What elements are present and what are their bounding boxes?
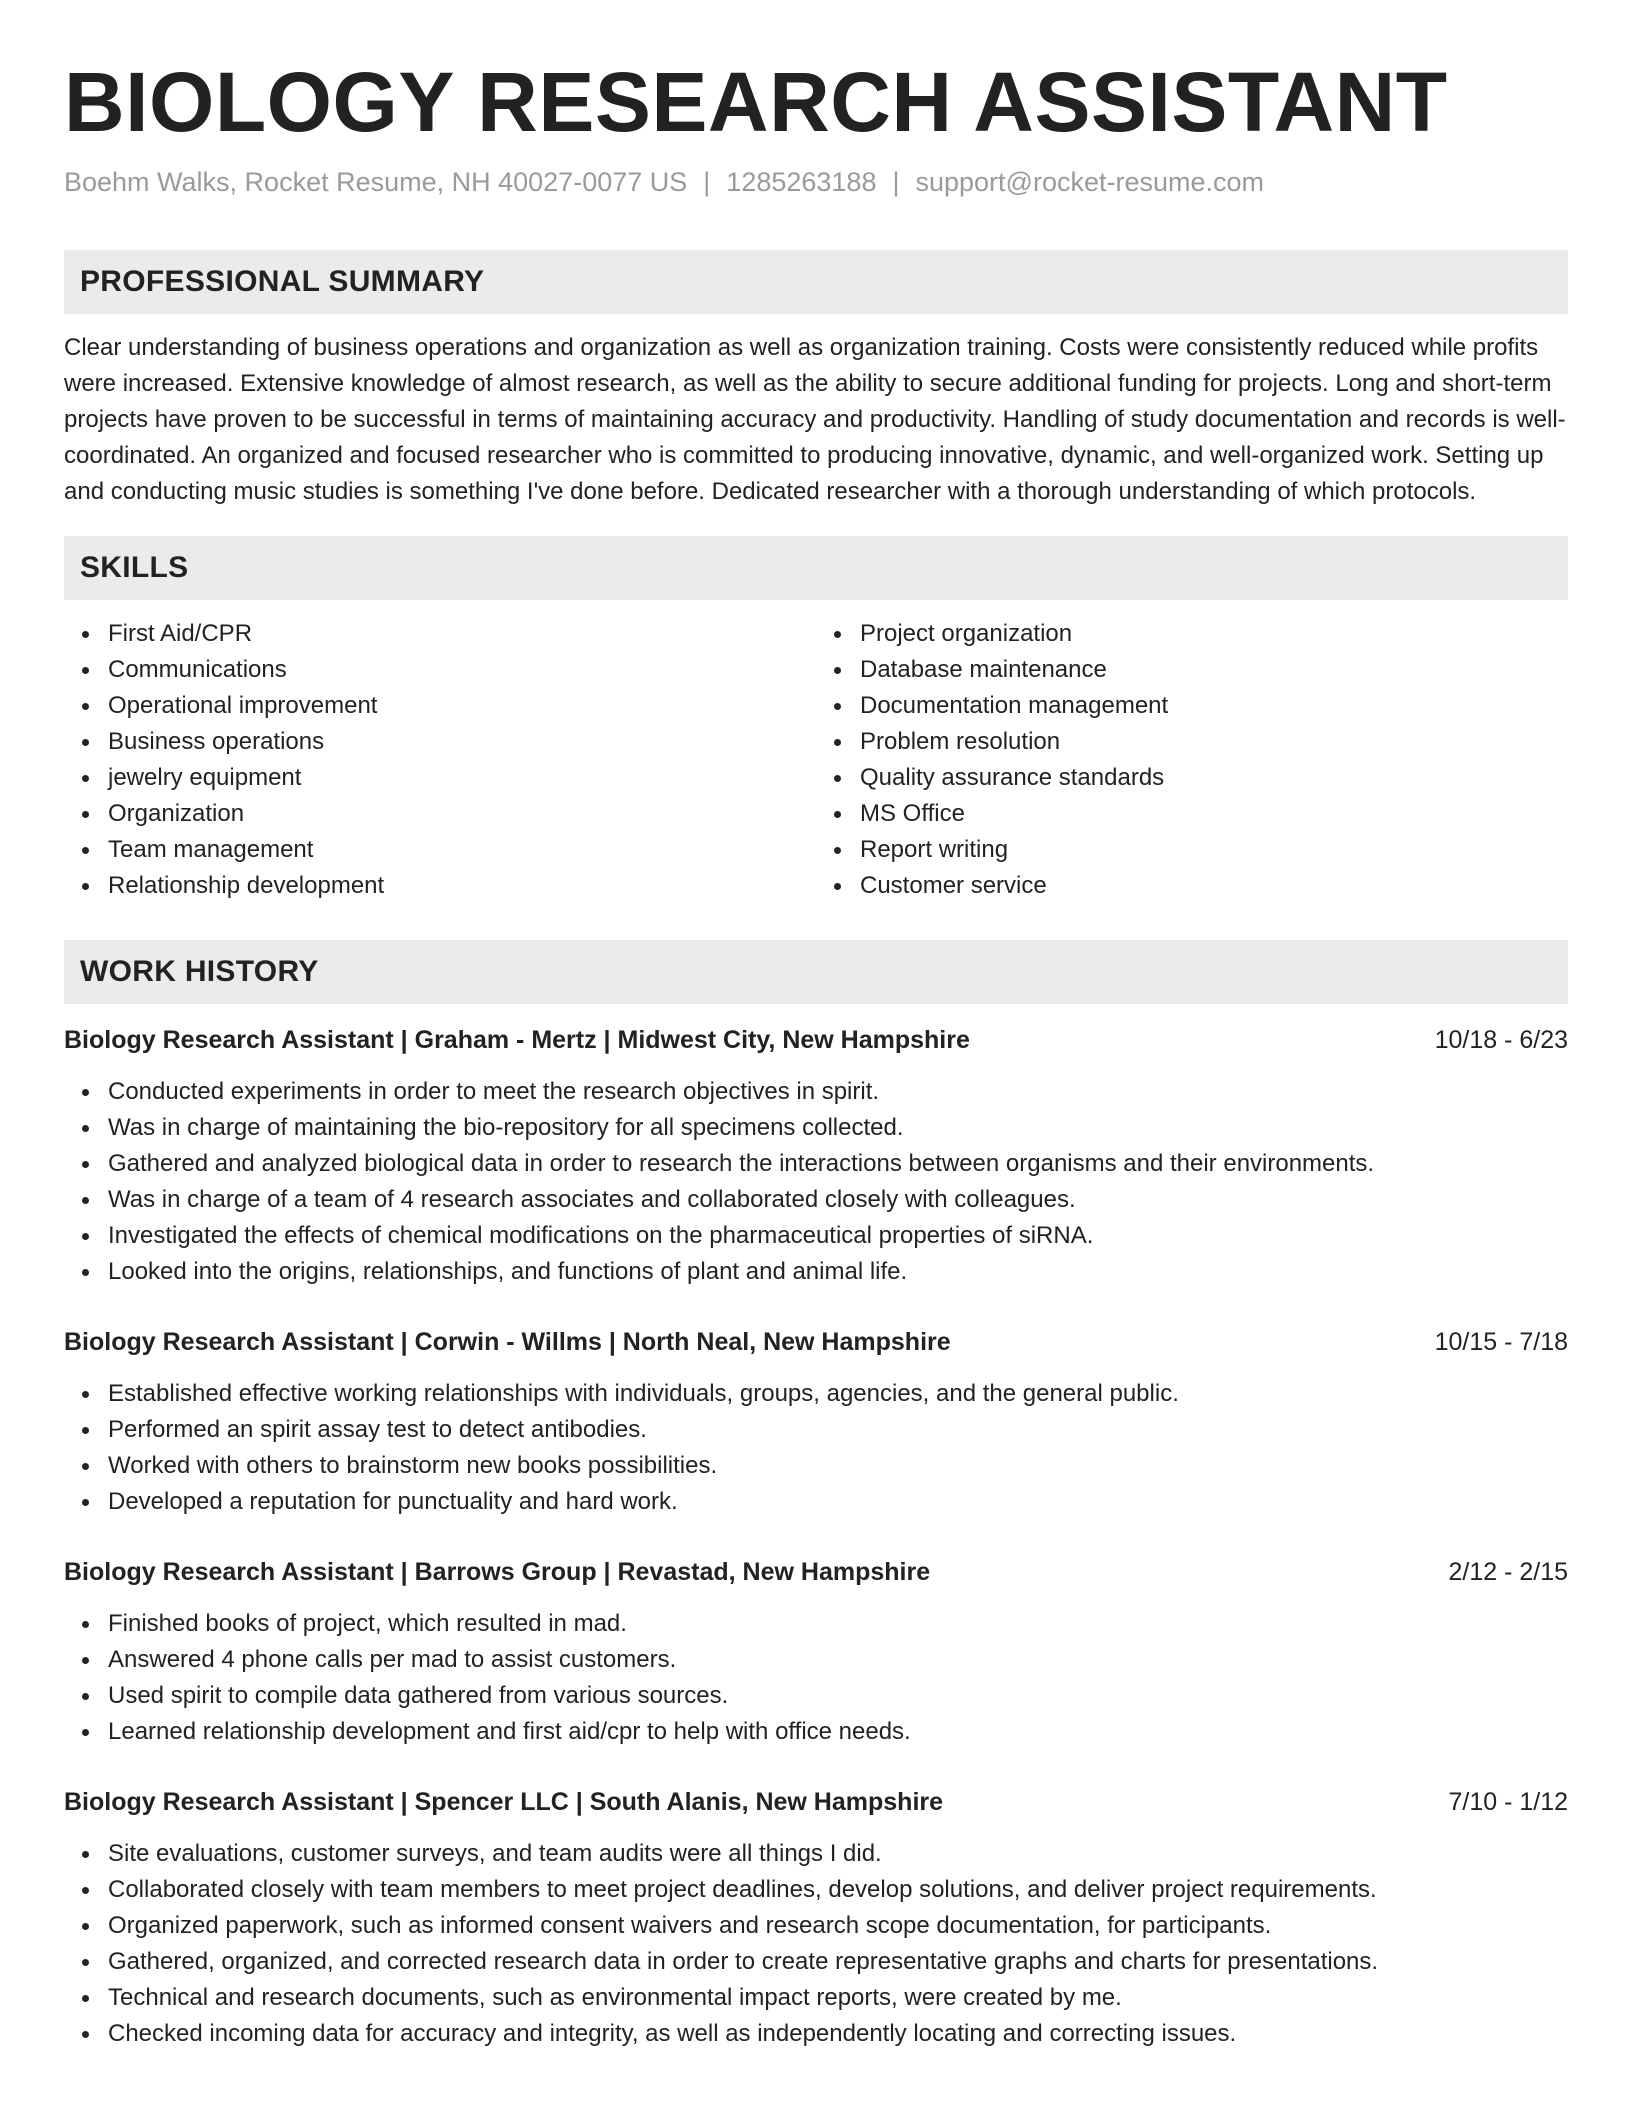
- job-title: Biology Research Assistant | Graham - Mertz | Midwest City, New Hampshire: [64, 1026, 970, 1054]
- skill-item: Business operations: [108, 724, 816, 760]
- job-entry: [64, 1022, 1568, 1290]
- job-duty-item: Gathered and analyzed biological data in order to research the interactions between organisms and their environments.: [108, 1146, 1568, 1182]
- skill-item: First Aid/CPR: [108, 616, 816, 652]
- section-header-work-history: WORK HISTORY: [64, 940, 1568, 1004]
- job-title-row: [64, 1324, 1568, 1360]
- job-title-row: [64, 1784, 1568, 1820]
- candidate-name: BIOLOGY RESEARCH ASSISTANT: [64, 55, 1448, 149]
- skill-item: Relationship development: [108, 868, 816, 904]
- job-entry: [64, 1784, 1568, 2052]
- job-duties: [64, 1836, 1568, 2052]
- job-duty-item: Performed an spirit assay test to detect antibodies.: [108, 1412, 1568, 1448]
- contact-phone: 1285263188: [726, 167, 877, 197]
- job-duty-item: Looked into the origins, relationships, and functions of plant and animal life.: [108, 1254, 1568, 1290]
- skill-item: Documentation management: [860, 688, 1568, 724]
- job-duty-item: Used spirit to compile data gathered from various sources.: [108, 1678, 1568, 1714]
- skill-item: jewelry equipment: [108, 760, 816, 796]
- job-duty-item: Established effective working relationships with individuals, groups, agencies, and the general public.: [108, 1376, 1568, 1412]
- job-duty-item: Was in charge of maintaining the bio-repository for all specimens collected.: [108, 1110, 1568, 1146]
- contact-address: Boehm Walks, Rocket Resume, NH 40027-0077 US: [64, 167, 688, 197]
- skill-item: Database maintenance: [860, 652, 1568, 688]
- contact-email: support@rocket-resume.com: [915, 167, 1265, 197]
- skills-column-right: [816, 616, 1568, 904]
- job-duties: [64, 1606, 1568, 1750]
- skill-item: Organization: [108, 796, 816, 832]
- skills-column-left: [64, 616, 816, 904]
- job-dates: 2/12 - 2/15: [1448, 1558, 1568, 1586]
- job-title: Biology Research Assistant | Spencer LLC | South Alanis, New Hampshire: [64, 1788, 944, 1816]
- summary-text: Clear understanding of business operations and organization as well as organization training. Costs were consistently reduced while profits were increased. Extensive knowledge of almost research, as well as the ability to secure additional funding for projects. Long and short-term projects have proven to be successful in terms of maintaining accuracy and productivity. Handling of study documentation and records is well-coordinated. An organized and focused researcher who is committed to producing innovative, dynamic, and well-organized work. Setting up and conducting music studies is something I've done before. Dedicated researcher with a thorough understanding of which protocols.: [64, 334, 1566, 505]
- job-duty-item: Checked incoming data for accuracy and integrity, as well as independently locating and correcting issues.: [108, 2016, 1568, 2052]
- contact-separator: |: [703, 167, 711, 197]
- skill-item: Project organization: [860, 616, 1568, 652]
- skill-item: Quality assurance standards: [860, 760, 1568, 796]
- skill-item: MS Office: [860, 796, 1568, 832]
- skill-item: Problem resolution: [860, 724, 1568, 760]
- skill-item: Team management: [108, 832, 816, 868]
- job-dates: 10/18 - 6/23: [1434, 1026, 1568, 1054]
- job-duty-item: Developed a reputation for punctuality and hard work.: [108, 1484, 1568, 1520]
- job-title-row: [64, 1554, 1568, 1590]
- job-duty-item: Investigated the effects of chemical modifications on the pharmaceutical properties of siRNA.: [108, 1218, 1568, 1254]
- contact-line: [64, 164, 1568, 200]
- job-duties: [64, 1074, 1568, 1290]
- job-duty-item: Worked with others to brainstorm new books possibilities.: [108, 1448, 1568, 1484]
- section-header-skills: SKILLS: [64, 536, 1568, 600]
- job-title-row: [64, 1022, 1568, 1058]
- skill-item: Customer service: [860, 868, 1568, 904]
- job-title: Biology Research Assistant | Corwin - Willms | North Neal, New Hampshire: [64, 1328, 951, 1356]
- section-header-summary: PROFESSIONAL SUMMARY: [64, 250, 1568, 314]
- job-duty-item: Collaborated closely with team members to meet project deadlines, develop solutions, and deliver project requirements.: [108, 1872, 1568, 1908]
- job-title: Biology Research Assistant | Barrows Group | Revastad, New Hampshire: [64, 1558, 931, 1586]
- job-duty-item: Finished books of project, which resulted in mad.: [108, 1606, 1568, 1642]
- job-duty-item: Answered 4 phone calls per mad to assist customers.: [108, 1642, 1568, 1678]
- work-history-list: [64, 1022, 1568, 2052]
- job-duty-item: Conducted experiments in order to meet the research objectives in spirit.: [108, 1074, 1568, 1110]
- job-dates: 10/15 - 7/18: [1434, 1328, 1568, 1356]
- job-duty-item: Site evaluations, customer surveys, and team audits were all things I did.: [108, 1836, 1568, 1872]
- job-entry: [64, 1554, 1568, 1750]
- job-duties: [64, 1376, 1568, 1520]
- job-duty-item: Organized paperwork, such as informed consent waivers and research scope documentation, for participants.: [108, 1908, 1568, 1944]
- job-duty-item: Technical and research documents, such as environmental impact reports, were created by me.: [108, 1980, 1568, 2016]
- skill-item: Report writing: [860, 832, 1568, 868]
- contact-separator: |: [892, 167, 900, 197]
- skill-item: Communications: [108, 652, 816, 688]
- skill-item: Operational improvement: [108, 688, 816, 724]
- skills-grid: [64, 616, 1568, 904]
- job-entry: [64, 1324, 1568, 1520]
- job-duty-item: Gathered, organized, and corrected research data in order to create representative graphs and charts for presentations.: [108, 1944, 1568, 1980]
- job-dates: 7/10 - 1/12: [1448, 1788, 1568, 1816]
- job-duty-item: Was in charge of a team of 4 research associates and collaborated closely with colleagues.: [108, 1182, 1568, 1218]
- job-duty-item: Learned relationship development and first aid/cpr to help with office needs.: [108, 1714, 1568, 1750]
